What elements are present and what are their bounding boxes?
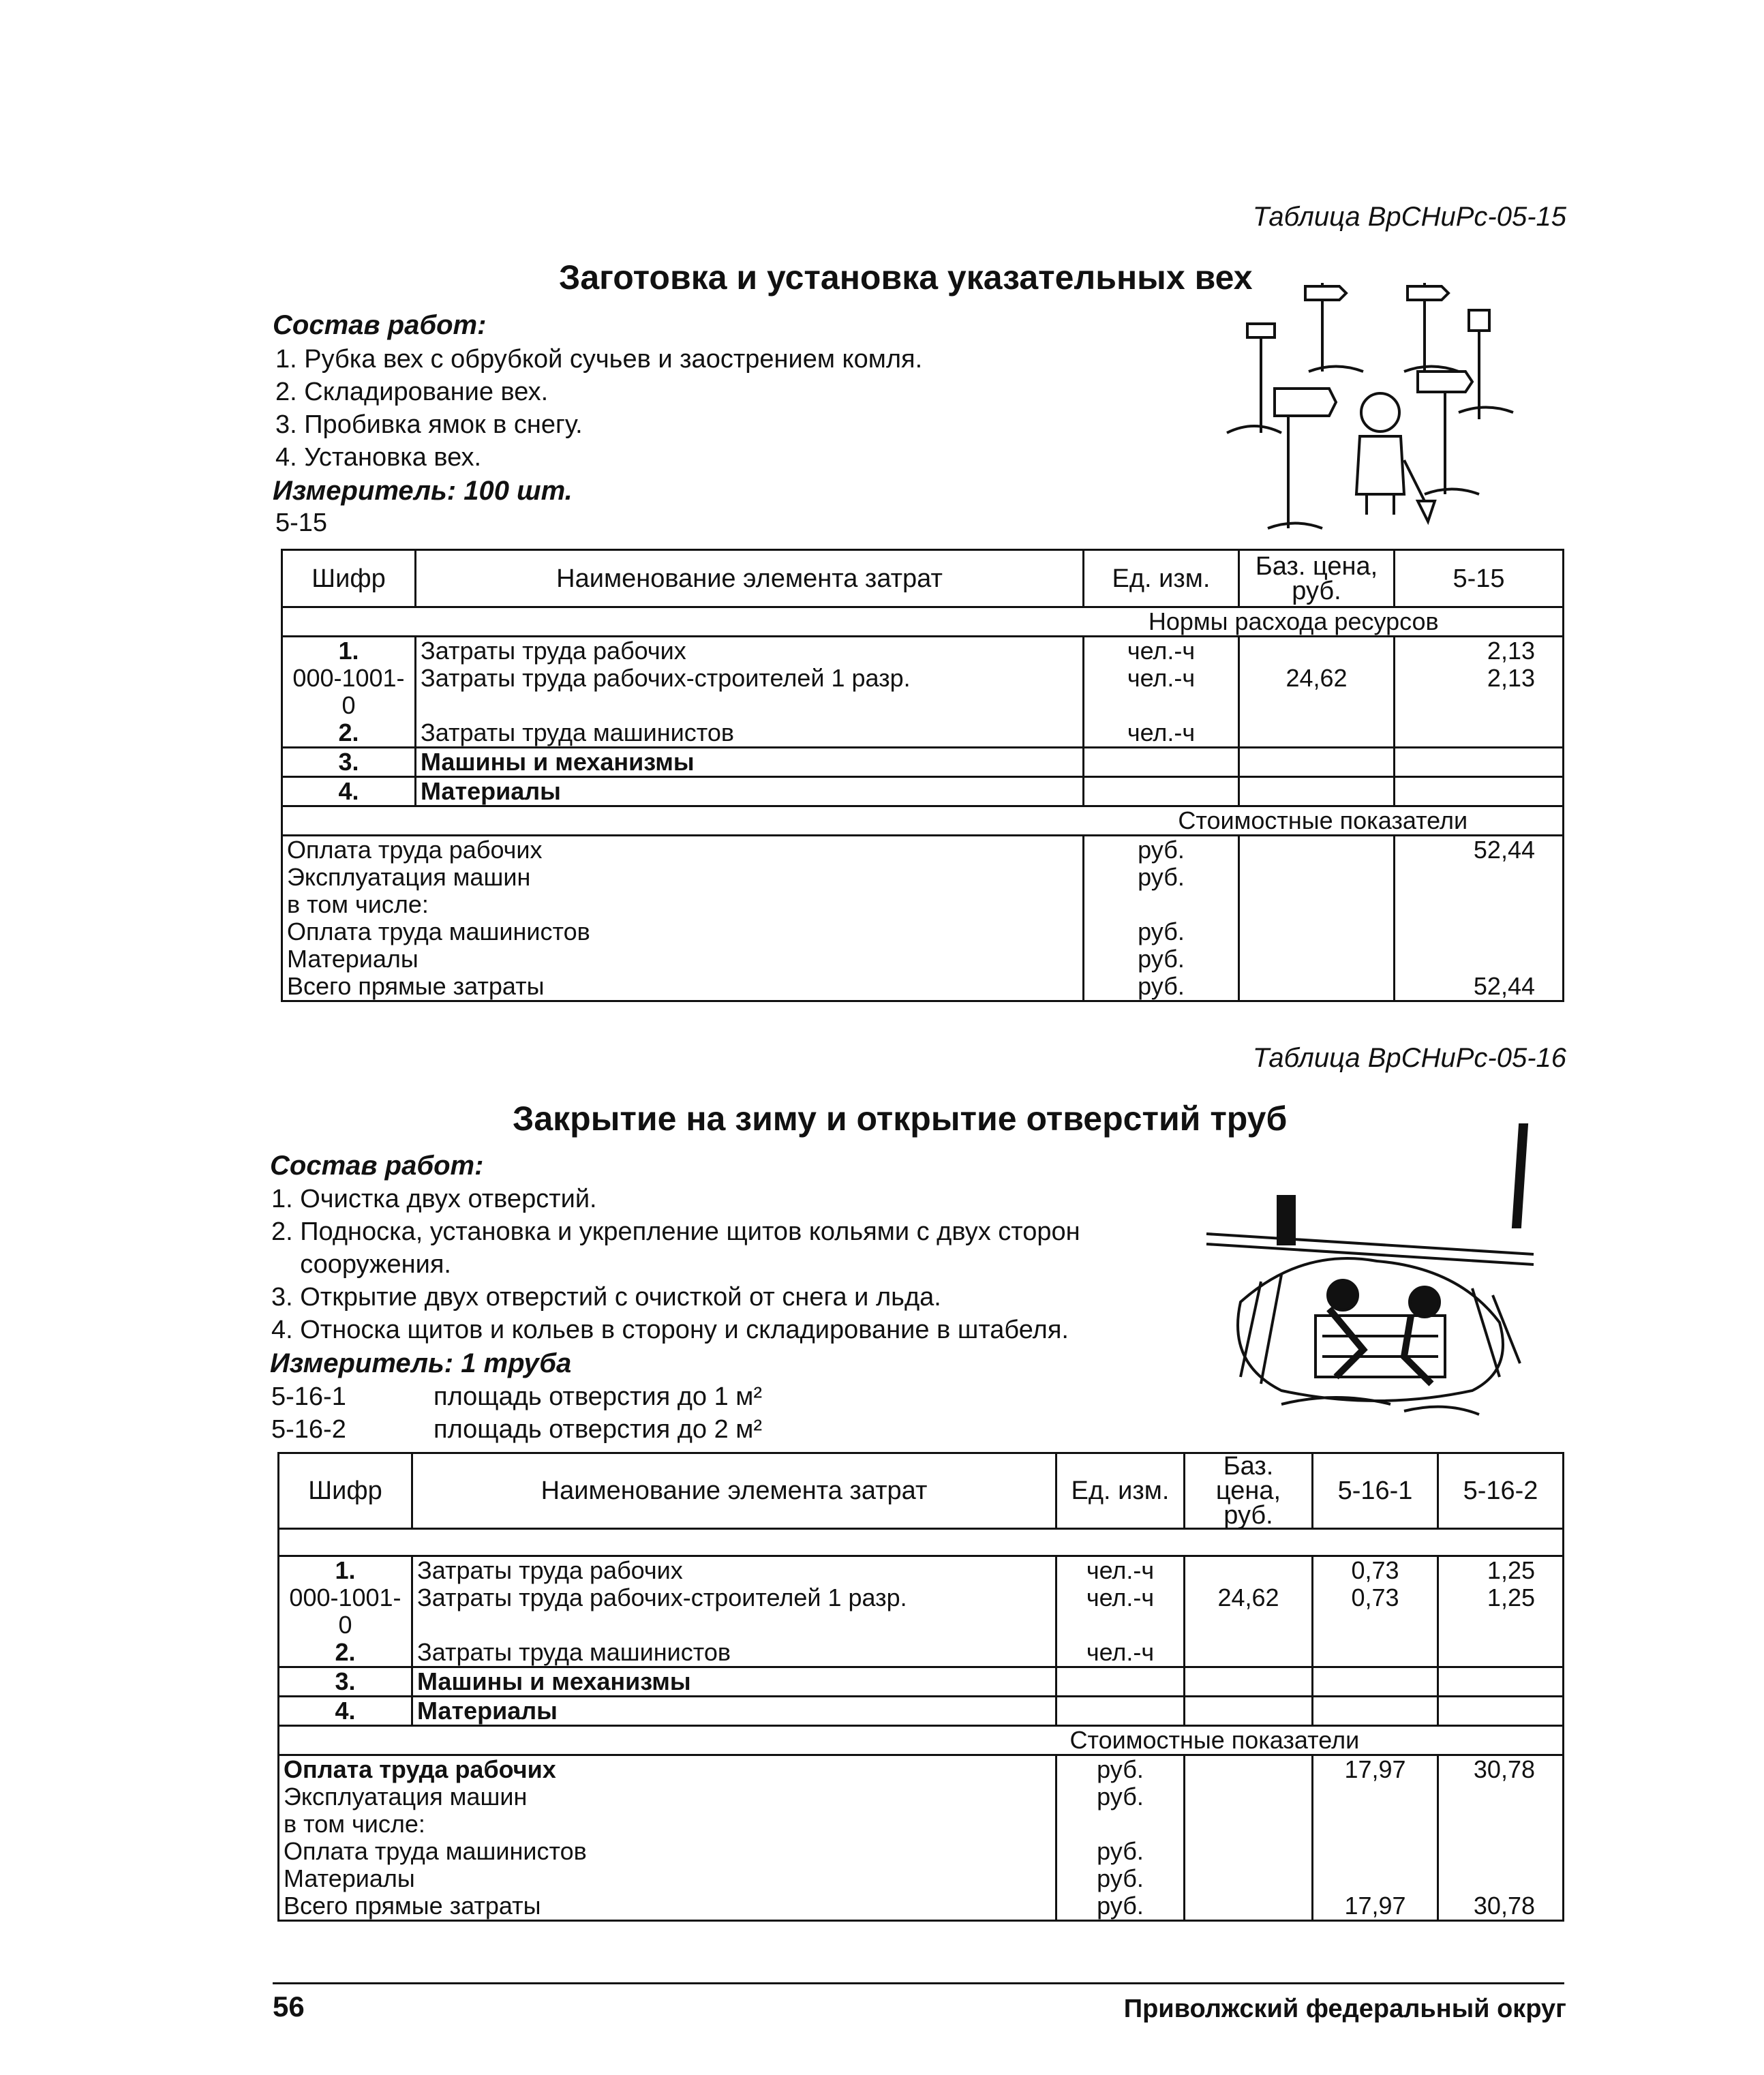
row-code: 2. xyxy=(282,719,416,748)
cost-value: 52,44 xyxy=(1395,836,1564,864)
section-heading: Стоимостные показатели xyxy=(1056,1726,1564,1755)
row-unit xyxy=(1084,748,1239,777)
row-name: Затраты труда рабочих-строителей 1 разр. xyxy=(416,665,1084,719)
col-header: 5-16-2 xyxy=(1438,1453,1564,1529)
cost-value xyxy=(1438,1811,1564,1838)
cost-unit: руб. xyxy=(1084,973,1239,1001)
row-name: Машины и механизмы xyxy=(412,1667,1056,1697)
row-value xyxy=(1438,1667,1564,1697)
row-value xyxy=(1395,719,1564,748)
row-value xyxy=(1313,1667,1438,1697)
region-name: Приволжский федеральный округ xyxy=(1123,1995,1566,2023)
snow-markers-illustration xyxy=(1200,269,1540,535)
cost-value xyxy=(1395,945,1564,973)
cost-name: Всего прямые затраты xyxy=(279,1892,1056,1921)
row-price xyxy=(1185,1697,1313,1726)
cost-value: 17,97 xyxy=(1313,1892,1438,1921)
row-unit xyxy=(1056,1667,1185,1697)
row-unit: чел.-ч xyxy=(1056,1639,1185,1667)
row-code: 3. xyxy=(282,748,416,777)
row-code: 4. xyxy=(279,1697,412,1726)
variant-text: площадь отверстия до 1 м² xyxy=(434,1382,763,1411)
work-item: сооружения. xyxy=(271,1250,451,1279)
row-value: 1,25 xyxy=(1438,1584,1564,1639)
row-value xyxy=(1313,1697,1438,1726)
cost-value: 17,97 xyxy=(1313,1755,1438,1784)
section-title: Заготовка и установка указательных вех xyxy=(559,258,1253,297)
row-value xyxy=(1438,1639,1564,1667)
row-value: 0,73 xyxy=(1313,1584,1438,1639)
pipe-closure-illustration xyxy=(1200,1118,1540,1432)
row-unit: чел.-ч xyxy=(1084,719,1239,748)
cost-unit: руб. xyxy=(1056,1865,1185,1892)
row-name: Затраты труда машинистов xyxy=(412,1639,1056,1667)
resource-table xyxy=(281,549,1564,1002)
col-header: Наименование элемента затрат xyxy=(416,550,1084,607)
row-price xyxy=(1239,637,1395,665)
col-header: 5-15 xyxy=(1395,550,1564,607)
col-header: Баз. цена, руб. xyxy=(1185,1453,1313,1529)
col-header: Наименование элемента затрат xyxy=(412,1453,1056,1529)
work-item: 4. Установка вех. xyxy=(275,443,482,472)
code: 5-15 xyxy=(275,509,328,537)
row-value: 1,25 xyxy=(1438,1556,1564,1585)
cost-value: 30,78 xyxy=(1438,1755,1564,1784)
row-value xyxy=(1395,777,1564,806)
cost-value xyxy=(1395,891,1564,918)
work-item: 1. Очистка двух отверстий. xyxy=(271,1185,597,1213)
row-value: 2,13 xyxy=(1395,665,1564,719)
cost-value xyxy=(1313,1865,1438,1892)
col-header: Баз. цена, руб. xyxy=(1239,550,1395,607)
col-header: Ед. изм. xyxy=(1084,550,1239,607)
work-item: 3. Открытие двух отверстий с очисткой от снега и льда. xyxy=(271,1283,941,1312)
cost-name: Эксплуатация машин xyxy=(282,864,1084,891)
col-header: Шифр xyxy=(282,550,416,607)
work-item: 1. Рубка вех с обрубкой сучьев и заострением комля. xyxy=(275,345,923,374)
row-code: 000-1001-0 xyxy=(282,665,416,719)
cost-value xyxy=(1313,1811,1438,1838)
row-code: 1. xyxy=(279,1556,412,1585)
row-value: 0,73 xyxy=(1313,1556,1438,1585)
row-price: 24,62 xyxy=(1185,1584,1313,1639)
page-number: 56 xyxy=(273,1990,305,2023)
row-unit: чел.-ч xyxy=(1084,637,1239,665)
table-label: Таблица ВрСНиРс-05-16 xyxy=(1252,1043,1566,1073)
row-name: Затраты труда рабочих xyxy=(412,1556,1056,1585)
footer-rule xyxy=(273,1982,1564,1984)
work-item: 2. Складирование вех. xyxy=(275,378,549,406)
cost-unit: руб. xyxy=(1084,945,1239,973)
cost-value: 52,44 xyxy=(1395,973,1564,1001)
row-name: Затраты труда рабочих-строителей 1 разр. xyxy=(412,1584,1056,1639)
row-price xyxy=(1239,719,1395,748)
section-heading: Нормы расхода ресурсов xyxy=(416,607,1564,637)
row-value: 2,13 xyxy=(1395,637,1564,665)
row-unit: чел.-ч xyxy=(1056,1556,1185,1585)
resource-table xyxy=(277,1452,1564,1922)
work-heading: Состав работ: xyxy=(270,1151,484,1181)
cost-unit xyxy=(1084,891,1239,918)
cost-unit: руб. xyxy=(1056,1892,1185,1921)
table-label: Таблица ВрСНиРс-05-15 xyxy=(1252,202,1566,232)
row-price xyxy=(1185,1556,1313,1585)
variant-text: площадь отверстия до 2 м² xyxy=(434,1415,763,1444)
row-price xyxy=(1239,777,1395,806)
meter: Измеритель: 1 труба xyxy=(270,1348,572,1378)
cost-unit: руб. xyxy=(1056,1838,1185,1865)
cost-name: Оплата труда рабочих xyxy=(279,1755,1056,1784)
cost-name: Эксплуатация машин xyxy=(279,1783,1056,1811)
cost-value xyxy=(1313,1783,1438,1811)
row-name: Машины и механизмы xyxy=(416,748,1084,777)
cost-name: Оплата труда рабочих xyxy=(282,836,1084,864)
variant-code: 5-16-1 xyxy=(271,1382,346,1411)
section-title: Закрытие на зиму и открытие отверстий труб xyxy=(513,1100,1288,1138)
row-code: 2. xyxy=(279,1639,412,1667)
cost-unit: руб. xyxy=(1084,836,1239,864)
row-unit xyxy=(1056,1697,1185,1726)
row-value xyxy=(1438,1697,1564,1726)
cost-value xyxy=(1438,1865,1564,1892)
cost-value xyxy=(1313,1838,1438,1865)
cost-value: 30,78 xyxy=(1438,1892,1564,1921)
work-item: 3. Пробивка ямок в снегу. xyxy=(275,410,583,439)
row-unit: чел.-ч xyxy=(1056,1584,1185,1639)
cost-unit xyxy=(1056,1811,1185,1838)
col-header: Шифр xyxy=(279,1453,412,1529)
row-unit xyxy=(1084,777,1239,806)
cost-name: Материалы xyxy=(282,945,1084,973)
cost-unit: руб. xyxy=(1056,1755,1185,1784)
row-code: 000-1001-0 xyxy=(279,1584,412,1639)
cost-name: Оплата труда машинистов xyxy=(282,918,1084,945)
section-heading: Стоимостные показатели xyxy=(1084,806,1564,836)
cost-name: в том числе: xyxy=(282,891,1084,918)
row-value xyxy=(1313,1639,1438,1667)
meter: Измеритель: 100 шт. xyxy=(273,476,573,506)
cost-name: в том числе: xyxy=(279,1811,1056,1838)
row-name: Затраты труда машинистов xyxy=(416,719,1084,748)
cost-value xyxy=(1395,864,1564,891)
col-header: 5-16-1 xyxy=(1313,1453,1438,1529)
cost-name: Всего прямые затраты xyxy=(282,973,1084,1001)
cost-name: Материалы xyxy=(279,1865,1056,1892)
row-code: 1. xyxy=(282,637,416,665)
row-price: 24,62 xyxy=(1239,665,1395,719)
cost-value xyxy=(1395,918,1564,945)
row-value xyxy=(1395,748,1564,777)
variant-code: 5-16-2 xyxy=(271,1415,346,1444)
cost-unit: руб. xyxy=(1056,1783,1185,1811)
cost-unit: руб. xyxy=(1084,864,1239,891)
col-header: Ед. изм. xyxy=(1056,1453,1185,1529)
cost-name: Оплата труда машинистов xyxy=(279,1838,1056,1865)
work-item: 4. Относка щитов и кольев в сторону и складирование в штабеля. xyxy=(271,1316,1069,1344)
work-item: 2. Подноска, установка и укрепление щитов кольями с двух сторон xyxy=(271,1217,1080,1246)
row-unit: чел.-ч xyxy=(1084,665,1239,719)
row-name: Материалы xyxy=(412,1697,1056,1726)
row-name: Материалы xyxy=(416,777,1084,806)
row-price xyxy=(1185,1667,1313,1697)
cost-value xyxy=(1438,1783,1564,1811)
row-name: Затраты труда рабочих xyxy=(416,637,1084,665)
row-code: 4. xyxy=(282,777,416,806)
row-price xyxy=(1239,748,1395,777)
row-price xyxy=(1185,1639,1313,1667)
cost-unit: руб. xyxy=(1084,918,1239,945)
cost-value xyxy=(1438,1838,1564,1865)
work-heading: Состав работ: xyxy=(273,310,487,340)
row-code: 3. xyxy=(279,1667,412,1697)
